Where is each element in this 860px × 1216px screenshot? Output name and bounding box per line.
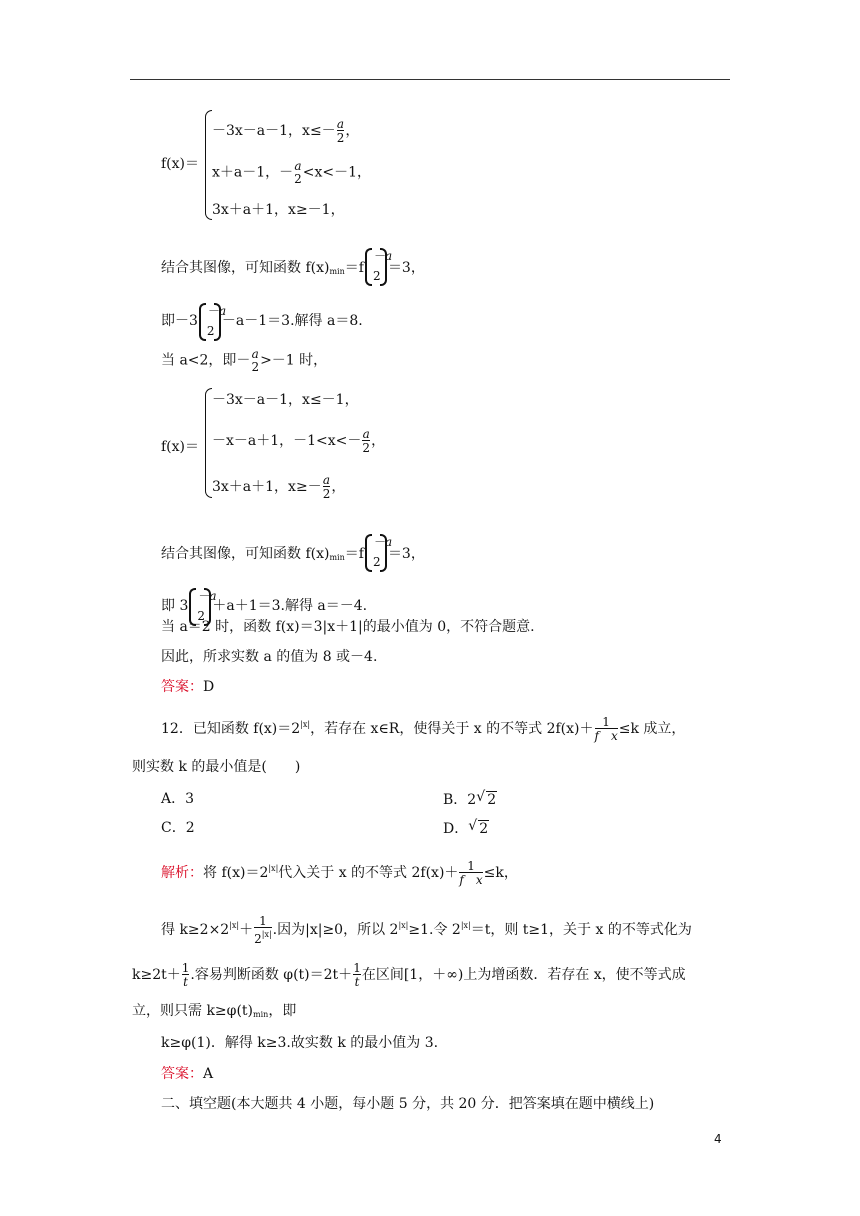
line-dang-2: 当 a＝2 时，函数 f(x)＝3|x＋1|的最小值为 0，不符合题意. (161, 619, 535, 635)
answer-1: 答案：D (161, 679, 215, 695)
brace-1 (205, 110, 212, 220)
case-2-1: －3x－a－1，x≤－1， (212, 392, 359, 408)
case-1-3: 3x＋a＋1，x≥－1， (212, 202, 345, 218)
option-c: C．2 (161, 820, 195, 836)
fx-label-2: f(x)＝ (161, 439, 200, 455)
case-2-2: －x－a＋1，－1<x<－ $\frac{a}{2}$ ， (212, 427, 386, 455)
answer-2: 答案：A (161, 1066, 214, 1082)
header-rule (130, 79, 730, 80)
section-heading: 二、填空题(本大题共 4 小题，每小题 5 分，共 20 分．把答案填在题中横线上) (161, 1096, 655, 1112)
option-d: D．√ 2 (443, 820, 489, 837)
q12-line-1: 12．已知函数 $f(x)=2^{|x|}$，若存在 x∈R，使得关于 x 的不等式 2f(x)＋ $\frac{1}{\text{f x}}$ ≤k 成立， (161, 715, 686, 743)
case-1-1: －3x－a－1，x≤－ $\frac{a}{2}$ ， (212, 117, 360, 145)
analysis-line-2: 得 $k\ge 2\times 2^{|x|}+$ $\frac{1}{2^{|x|}}$ .因为|x|≥0，所以 $2^{|x|}\ge 1$.令 $2^{|x|}=t$，则 t≥1，关于 x 的不等式化为 (161, 914, 692, 946)
analysis-line-3: k≥2t＋ $\frac{1}{t}$ .容易判断函数 φ(t)＝2t＋ $\frac{1}{t}$ 在区间[1，＋∞)上为增函数．若存在 x，使不等式成 (132, 961, 686, 989)
q12-line-2: 则实数 k 的最小值是( ) (132, 759, 301, 775)
analysis-line-4: 立，则只需 $k\ge\varphi(t)_{min}$，即 (132, 1003, 297, 1019)
brace-2 (205, 388, 212, 498)
line-ji-1: 即－3 －a 2 －a－1＝3.解得 a＝8. (161, 303, 363, 339)
line-jieheqi-2: 结合其图像，可知函数 $f(x)_{min}=f$ －a 2 ＝3， (161, 536, 425, 572)
line-ji-2: 即 3 －a 2 ＋a＋1＝3.解得 a＝－4. (161, 588, 367, 624)
line-jieheqi-1: 结合其图像，可知函数 $f(x)_{min}=f$ －a 2 ＝3， (161, 250, 425, 286)
option-a: A．3 (161, 791, 195, 807)
line-dang-1: 当 a<2，即－ a 2 >－1 时， (161, 347, 328, 374)
page-number: 4 (714, 1132, 722, 1146)
fx-label-1: f(x)＝ (161, 156, 200, 172)
case-1-2: x＋a－1，－ a 2 <x<－1， (212, 159, 372, 186)
analysis-line-1: 解析：将 $f(x)=2^{|x|}$代入关于 x 的不等式 2f(x)＋ $\frac{1}{\text{f x}}$ ≤k， (161, 859, 518, 887)
option-b: B．2√ 2 (443, 791, 497, 808)
case-2-3: 3x＋a＋1，x≥－ $\frac{a}{2}$ ， (212, 473, 346, 501)
analysis-line-5: k≥φ(1)．解得 k≥3.故实数 k 的最小值为 3. (161, 1035, 439, 1051)
line-yinci: 因此，所求实数 a 的值为 8 或－4. (161, 649, 378, 665)
